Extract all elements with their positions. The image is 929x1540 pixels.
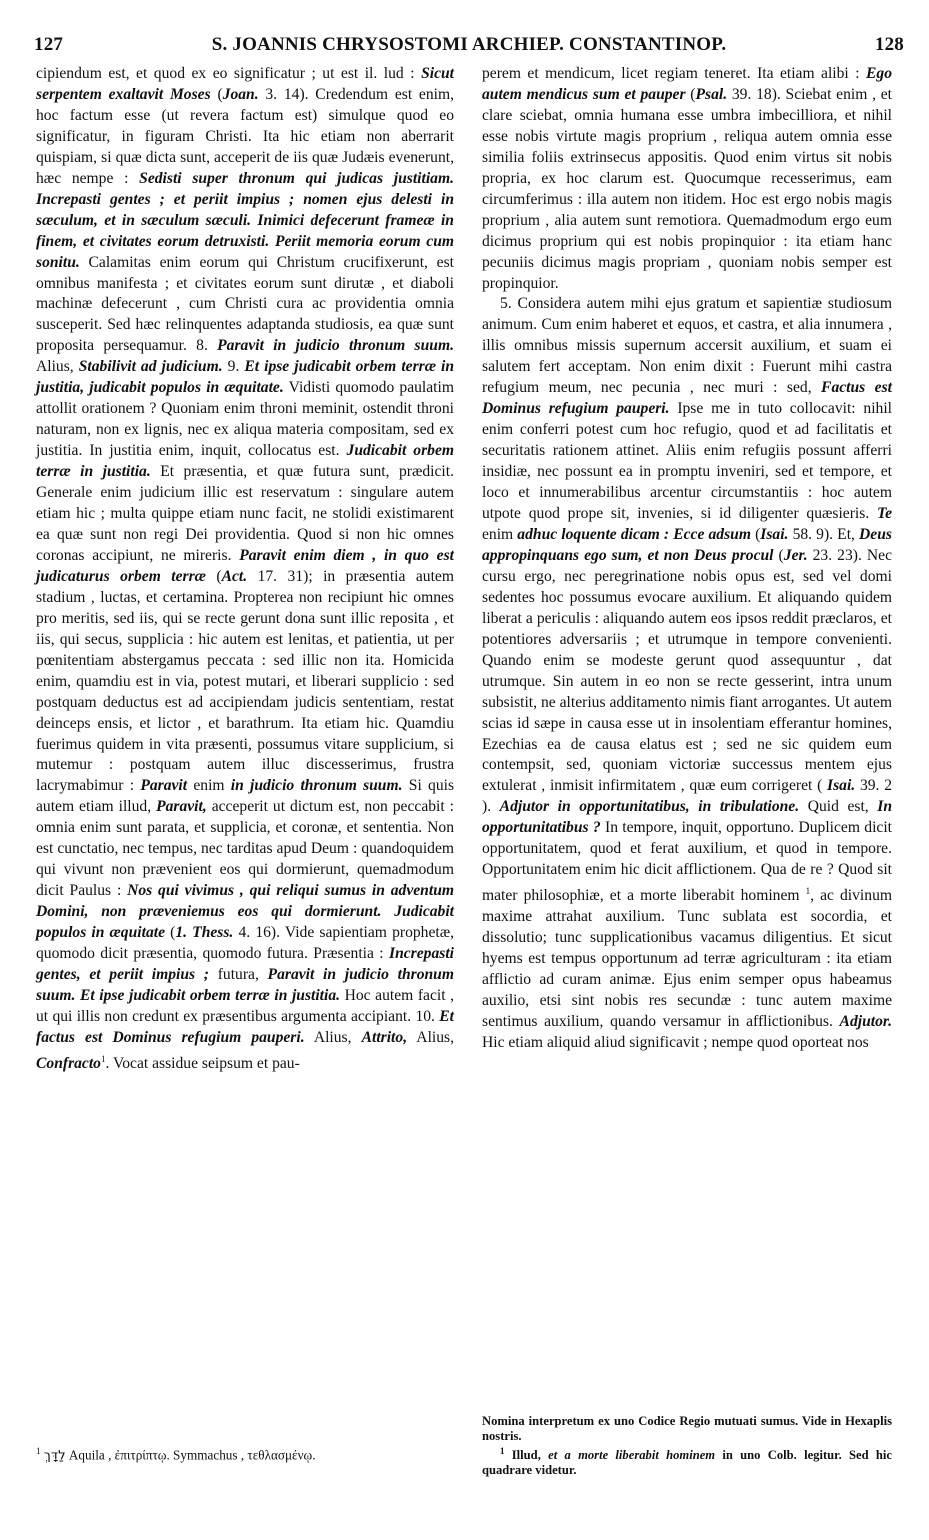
right-column-paragraph: perem et mendicum, licet regiam teneret. Ita etiam alibi : Ego autem mendicus sum et pauper (Psal. 39. 18). Sciebat enim , et clare sciebat, omnia humana esse umbra imbecilliora, et nihil esse nobis virtute magis proprium , reliqua autem omnia esse similia foliis extrinsecus appositis. Quod enim virtus sit nobis propria, ex hoc clarum est. Quocumque recesserimus, eam circumferimus : illa autem non itidem. Hoc est ergo nobis magis proprium , alia autem sunt remotiora. Quemadmodum ergo eum dicimus proprium qui est nobis propinquior : ita etiam hanc pecuniis dicimus magis propriam , quoniam nobis semper est propinquior.: [482, 65, 892, 292]
page-number-left: 127: [34, 34, 64, 55]
footnote-mark: 1: [36, 1446, 41, 1456]
page-number-right: 128: [874, 34, 904, 55]
footnote-note: $^1$ Illud, et a morte liberabit hominem in uno Colb. legitur. Sed hic quadrare videtur.: [482, 1446, 892, 1478]
right-footnotes: [482, 1414, 892, 1478]
footnote-text: Aquila , ἐπιτρίπτῳ. Symmachus , τεθλασμένῳ.: [65, 1447, 316, 1463]
running-header: [34, 34, 904, 58]
right-column: [482, 64, 892, 1054]
left-column: [36, 64, 454, 1075]
right-column-paragraph-5: 5. Considera autem mihi ejus gratum et sapientiæ studiosum animum. Cum enim haberet et equos, et castra, et alia innumera , illis omnibus missis supernum accersit auxilium, et suam ei salutem fert acceptam. Non enim dixit : Fuerunt mihi castra refugium meum, nec pecunia , nec muri : sed, Factus est Dominus refugium pauperi. Ipse me in tuto collocavit: nihil enim conferri potest cum hoc refugio, quod et ad facilitatis et securitatis rationem attinet. Aliis enim refugiis possunt afferri insidiæ, nec possunt ea in promptu inveniri, sed et tempore, et loco et innumerabilibus arcentur circumstantiis : hoc autem utpote quod prope sit, invenies, si id diligenter quæsieris. Te enim adhuc loquente dicam : Ecce adsum (Isai. 58. 9). Et, Deus appropinquans ego sum, et non Deus procul (Jer. 23. 23). Nec cursu ergo, nec peregrinatione nobis opus est, sed vel domi sedentes hoc possumus evocare auxilium. Et aliquando quidem liberat a periculis : aliquando autem eos ipsos reddit præclaros, et potentiores adversariis ; et utrumque in tempore convenienti. Quando enim se modeste gerunt quod assequuntur , dat utrumque. Sin autem in eo non se recte gesserint, intra unum subsistit, ne alterius additamento nimis fiant arrogantes. Ut autem scias id sæpe in causa esse ut in insolentiam efferantur homines, Ezechias ea de causa elatus est ; sed ne sic quidem eum contempsit, sed, quoniam victoriæ successus mentem ejus extulerat , inmisit infirmitatem , quæ eum corrigeret ( Isai. 39. 2 ). Adjutor in opportunitatibus, in tribulatione. Quid est, In opportunitatibus ? In tempore, inquit, opportuno. Duplicem dicit opportunitatem, quod et ferat auxilium, et quod in tempore. Opportunitatem enim hic dicit afflictionem. Qua de re ? Quod sit mater philosophiæ, et a morte liberabit hominem $^1$, ac divinum maxime attrahat auxilium. Tunc sublata est socordia, et dissolutio; tunc supplicationibus vacamus diligentius. Et sicut hyems est tempus opportunum ad terræ agriculturam : ita etiam afflictio ad curam animæ. Ejus enim semper opus habeamus auxilio, etsi sint nobis res secundæ : tunc autem maxime sentimus auxilium, quando versamur in afflictionibus. Adjutor. Hic etiam aliquid aliud significavit ; nempe quod oporteat nos: [482, 295, 893, 1052]
footnote-mark: 1: [500, 1446, 505, 1456]
left-column-paragraph: cipiendum est, et quod ex eo significatur ; ut est il. lud : Sicut serpentem exaltavit Moses (Joan. 3. 14). Credendum est enim, hoc factum esse (ut revera factum est) simulque quod eo significatur, in figuram Christi. Ita hic etiam non aberrarit quispiam, si quæ dicta sunt, acceperit de iis quæ Judæis evenerunt, hæc nempe : Sedisti super thronum qui judicas justitiam. Increpasti gentes ; et periit impius ; nomen ejus delesti in sæculum, et in sæculum sæculi. Inimici defecerunt frameæ in finem, et civitates eorum detruxisti. Periit memoria eorum cum sonitu. Calamitas enim eorum qui Christum crucifixerunt, est omnibus manifesta ; et civitates eorum sunt dirutæ , et diaboli machinæ defecerunt , cum Christi cura ac providentia omnia susceperit. Sed hæc relinquentes adaptanda studiosis, ea quæ sunt proposita persequamur. 8. Paravit in judicio thronum suum. Alius, Stabilivit ad judicium. 9. Et ipse judicabit orbem terræ in justitia, judicabit populos in æquitate. Vidisti quomodo paulatim attollit orationem ? Quoniam enim throni meminit, ostendit throni naturam, non ex lignis, nec ex aliqua materia compositam, sed ex justitia. In justitia enim, inquit, collocatus est. Judicabit orbem terræ in justitia. Et præsentia, et quæ futura sunt, prædicit. Generale enim judicium illic est reservatum : singulare autem etiam hic ; multa quippe etiam nunc facit, ne stolidi existimarent ea quæ sunt non regi Dei providentia. Quod si non hic omnes coronas accipiunt, ne mireris. Paravit enim diem , in quo est judicaturus orbem terræ (Act. 17. 31); in præsentia autem stadium , luctas, et certamina. Propterea non recipiunt hic omnes pro meritis, sed iis, qui se recte gerunt dona sunt illic reposita , et iis, qui secus, supplicia : hic autem est lenitas, et patientia, ut per pœnitentiam abstergamus peccata : sed illic non ita. Homicida enim, quamdiu est in via, potest mutari, et liberari supplicio : sed postquam deductus est ad accipiendam judicis sententiam, restat deinceps ensis, et lictor , et barathrum. Ita etiam hic. Quamdiu fuerimus quidem in vita præsenti, possumus vitare supplicium, si mutemur : postquam autem illuc discesserimus, frustra lacrymabimur : Paravit enim in judicio thronum suum. Si quis autem etiam illud, Paravit, acceperit ut dictum est, non peccabit : omnia enim sunt parata, et supplicia, et coronæ, et sententia. Non est cunctatio, nec tempus, nec tarditas apud Deum : quandoquidem qui vivunt non prævenient eos qui dormierunt, quemadmodum dicit Paulus : Nos qui vivimus , qui reliqui sumus in adventum Domini, non præveniemus eos qui dormierunt. Judicabit populos in æquitate (1. Thess. 4. 16). Vide sapientiam prophetæ, quomodo dicit præsentia, quomodo futura. Præsentia : Increpasti gentes, et periit impius ; futura, Paravit in judicio thronum suum. Et ipse judicabit orbem terræ in justitia. Hoc autem facit , ut qui illis non credunt ex præsentibus argumenta accipiant. 10. Et factus est Dominus refugium pauperi. Alius, Attrito, Alius, Confracto$^1$. Vocat assidue seipsum et pau-: [36, 65, 455, 1072]
left-footnote: [36, 1443, 454, 1464]
footnote-reference: 1: [100, 1053, 106, 1064]
running-title: S. JOANNIS CHRYSOSTOMI ARCHIEP. CONSTANTINOP.: [211, 34, 727, 55]
footnote-note: Nomina interpretum ex uno Codice Regio mutuati sumus. Vide in Hexaplis nostris.: [482, 1414, 892, 1443]
hebrew-word: לַדָּךְ: [43, 1448, 66, 1464]
footnote-reference: 1: [805, 886, 811, 897]
